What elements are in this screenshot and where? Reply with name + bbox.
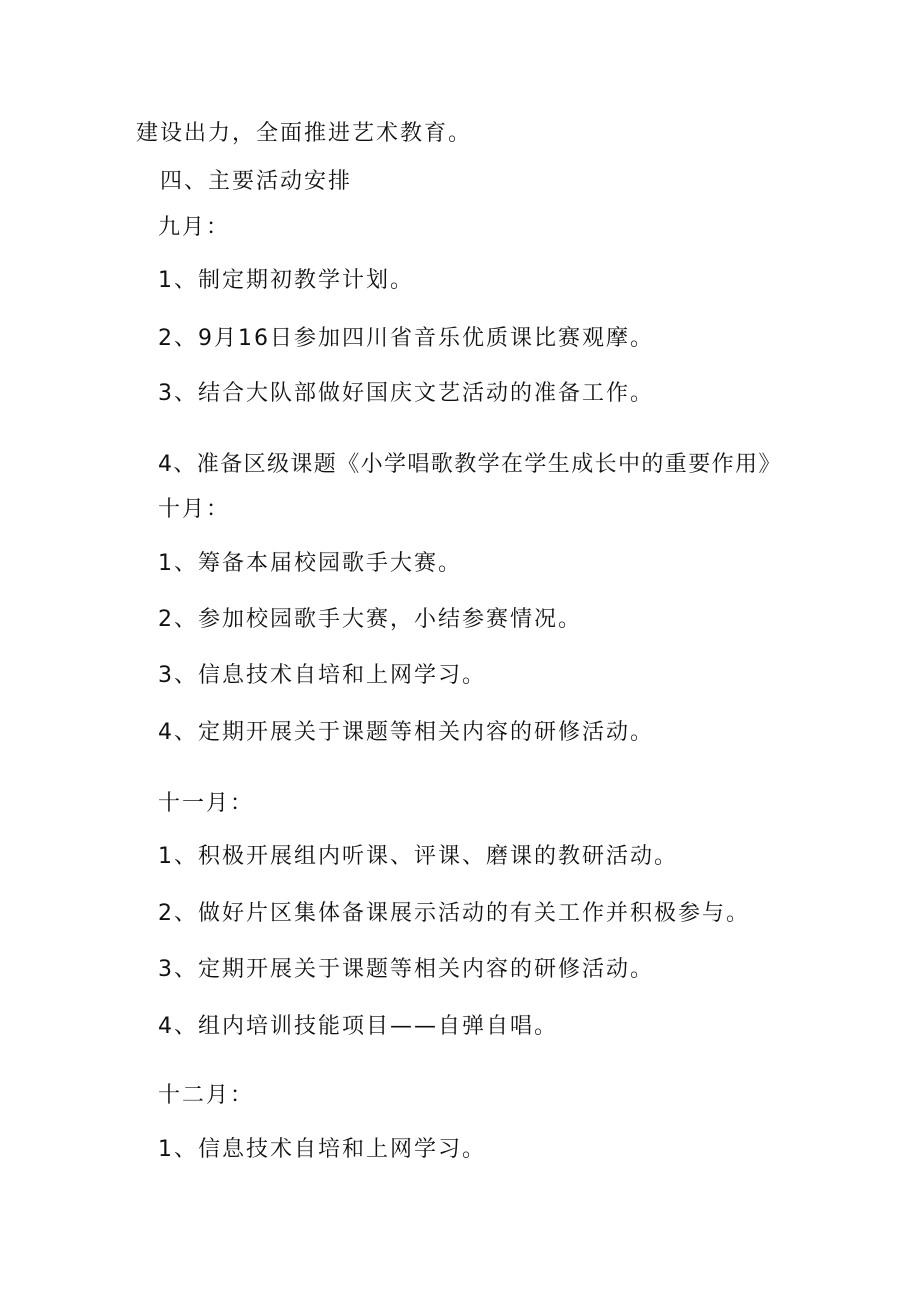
list-item: 1、筹备本届校园歌手大赛。 <box>158 551 462 576</box>
list-item: 1、制定期初教学计划。 <box>158 268 414 293</box>
list-item: 4、组内培训技能项目——自弹自唱。 <box>158 1014 558 1039</box>
month-heading-november: 十一月： <box>158 791 255 816</box>
month-heading-december: 十二月： <box>158 1083 255 1108</box>
list-item: 1、信息技术自培和上网学习。 <box>158 1137 486 1162</box>
paragraph-continuation: 建设出力，全面推进艺术教育。 <box>136 121 473 146</box>
month-heading-september: 九月： <box>158 215 231 240</box>
list-item: 3、信息技术自培和上网学习。 <box>158 663 486 688</box>
list-item: 3、定期开展关于课题等相关内容的研修活动。 <box>158 957 654 982</box>
list-item: 4、准备区级课题《小学唱歌教学在学生成长中的重要作用》 <box>158 452 782 477</box>
month-heading-october: 十月： <box>158 497 231 522</box>
list-item: 3、结合大队部做好国庆文艺活动的准备工作。 <box>158 381 654 406</box>
list-item: 2、参加校园歌手大赛，小结参赛情况。 <box>158 607 582 632</box>
list-item: 2、做好片区集体备课展示活动的有关工作并积极参与。 <box>158 901 750 926</box>
section-heading: 四、主要活动安排 <box>160 169 353 194</box>
list-item: 1、积极开展组内听课、评课、磨课的教研活动。 <box>158 844 678 869</box>
list-item: 4、定期开展关于课题等相关内容的研修活动。 <box>158 720 654 745</box>
list-item: 2、9月16日参加四川省音乐优质课比赛观摩。 <box>158 326 654 351</box>
